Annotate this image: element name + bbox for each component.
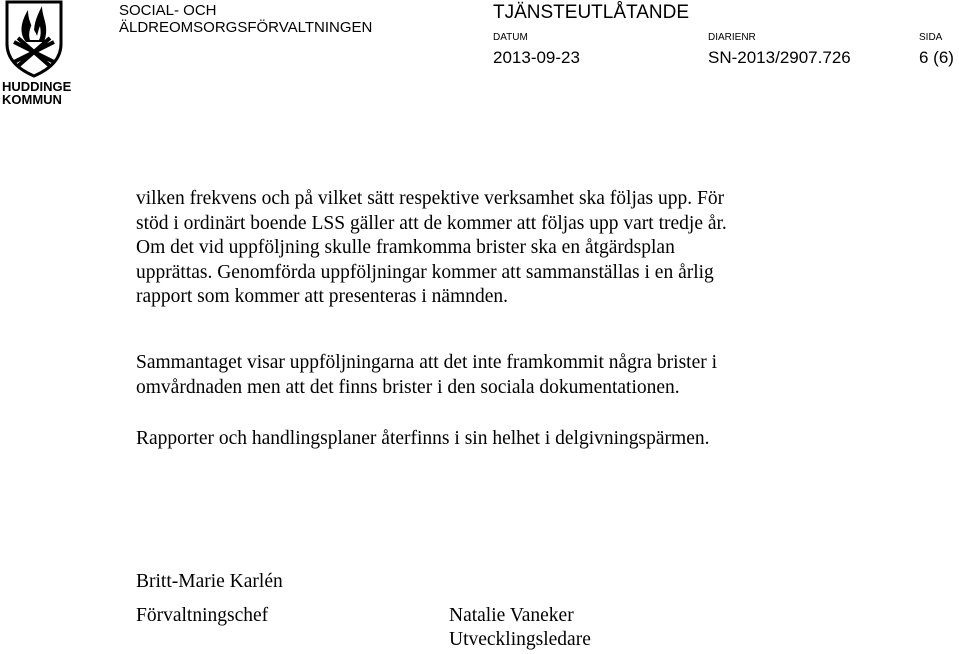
org-line1: SOCIAL- OCH (119, 2, 217, 19)
text-line: Sammantaget visar uppföljningarna att det inte framkommit några brister i (136, 352, 718, 373)
diarienr-value: SN-2013/2907.726 (708, 48, 851, 67)
document-type: TJÄNSTEUTLÅTANDE (493, 2, 690, 23)
paragraph-reports (136, 427, 836, 452)
text-line: stöd i ordinärt boende LSS gäller att de kommer att följas upp vart tredje år. (136, 212, 727, 234)
text-line: Om det vid uppföljning skulle framkomma brister ska en åtgärdsplan (136, 237, 675, 258)
page-number: 6 (6) (919, 48, 954, 67)
paragraph-followup (136, 187, 836, 310)
text-line: Rapporter och handlingsplaner återfinns i sin helhet i delgivningspärmen. (136, 428, 710, 449)
text-line: rapport som kommer att presenteras i nämnden. (136, 286, 509, 307)
org-line2: ÄLDREOMSORGSFÖRVALTNINGEN (119, 19, 373, 36)
organization-name (119, 2, 372, 36)
secondary-signatory-title: Utvecklingsledare (449, 629, 591, 650)
text-line: vilken frekvens och på vilket sätt respektive verksamhet ska följas upp. För (136, 188, 725, 209)
diarienr-label: DIARIENR (708, 32, 756, 43)
logo-text-line1: HUDDINGE (2, 79, 72, 94)
secondary-signatory-name: Natalie Vaneker (449, 605, 574, 626)
page-label: SIDA (919, 32, 943, 43)
date-value: 2013-09-23 (493, 48, 580, 67)
paragraph-summary (136, 351, 836, 400)
text-line: omvårdnaden men att det finns brister i den sociala dokumentationen. (136, 376, 680, 398)
text-line: upprättas. Genomförda uppföljningar kommer att sammanställas i en årlig (136, 261, 714, 283)
date-label: DATUM (493, 32, 528, 43)
signatory-title: Förvaltningschef (136, 605, 269, 626)
signatory-name: Britt-Marie Karlén (136, 571, 283, 592)
logo-wordmark (2, 80, 82, 106)
huddinge-kommun-logo-icon (4, 0, 64, 78)
logo-text-line2: KOMMUN (2, 92, 62, 107)
